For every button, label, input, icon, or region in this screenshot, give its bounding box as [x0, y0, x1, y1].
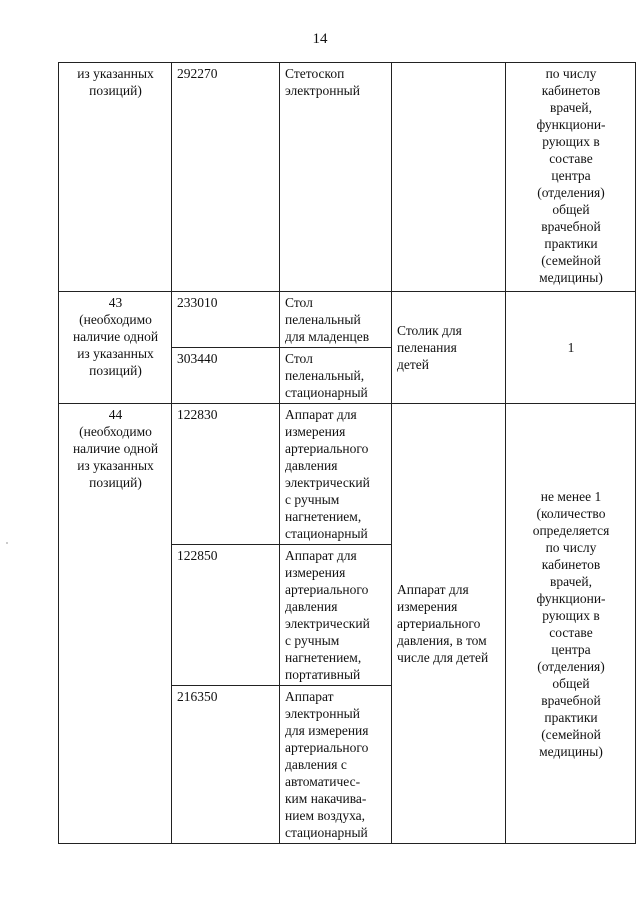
equipment-table — [58, 62, 636, 844]
scan-speck — [6, 542, 8, 544]
quantity-cell: по числу кабинетов врачей, функциони- рующих в составе центра (отделения) общей врачебной практики (семейной медицины) — [506, 63, 636, 292]
item-name-cell: Стол пеленальный, стационарный — [280, 348, 392, 404]
table-row — [59, 63, 636, 292]
position-cell: 44 (необходимо наличие одной из указанных позиций) — [59, 404, 172, 844]
requirement-cell: Аппарат для измерения артериального давления, в том числе для детей — [392, 404, 506, 844]
code-cell: 303440 — [172, 348, 280, 404]
item-name-cell: Стетоскоп электронный — [280, 63, 392, 292]
code-cell: 233010 — [172, 292, 280, 348]
position-cell: из указанных позиций) — [59, 63, 172, 292]
code-cell: 292270 — [172, 63, 280, 292]
quantity-cell: 1 — [506, 292, 636, 404]
table-row — [59, 404, 636, 545]
table-row — [59, 292, 636, 348]
item-name-cell: Аппарат для измерения артериального давления электрический с ручным нагнетением, стационарный — [280, 404, 392, 545]
requirement-cell — [392, 63, 506, 292]
requirement-cell: Столик для пеленания детей — [392, 292, 506, 404]
quantity-cell: не менее 1 (количество определяется по числу кабинетов врачей, функциони- рующих в составе центра (отделения) общей врачебной практики (семейной медицины) — [506, 404, 636, 844]
item-name-cell: Стол пеленальный для младенцев — [280, 292, 392, 348]
code-cell: 216350 — [172, 686, 280, 844]
code-cell: 122830 — [172, 404, 280, 545]
item-name-cell: Аппарат для измерения артериального давления электрический с ручным нагнетением, портативный — [280, 545, 392, 686]
position-cell: 43 (необходимо наличие одной из указанных позиций) — [59, 292, 172, 404]
page-number: 14 — [312, 31, 328, 47]
item-name-cell: Аппарат электронный для измерения артериального давления с автоматичес- ким накачива- нием воздуха, стационарный — [280, 686, 392, 844]
code-cell: 122850 — [172, 545, 280, 686]
